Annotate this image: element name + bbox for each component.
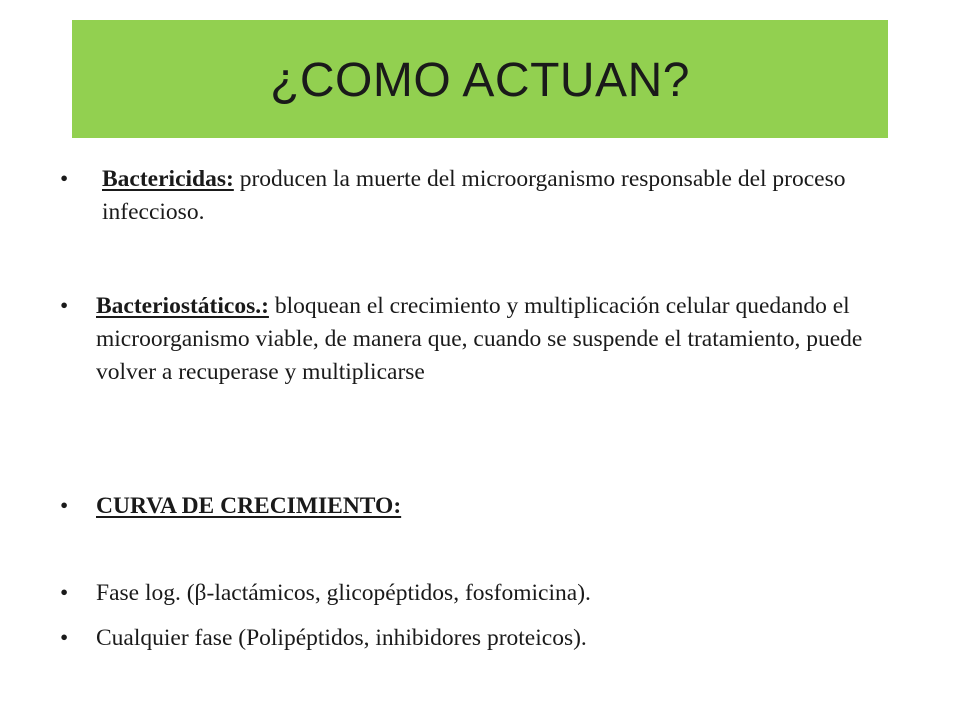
bullet-bacteriostaticos (60, 290, 910, 389)
bullet-text: bloquean el crecimiento y multiplicación celular quedando el microorganismo viable, de manera que, cuando se suspende el tratamiento, puede volver a recuperase y multiplicarse (96, 293, 863, 385)
bullet-content (96, 290, 910, 389)
bullet-term: Bacteriostáticos.: (96, 293, 269, 319)
bullet-term: CURVA DE CRECIMIENTO: (96, 493, 402, 519)
bullet-dot: • (60, 166, 69, 192)
bullet-bactericidas (60, 163, 910, 229)
bullet-content (96, 577, 910, 610)
bullet-content (96, 163, 910, 229)
bullet-content (96, 622, 910, 655)
slide-title: ¿COMO ACTUAN? (270, 53, 690, 107)
bullet-fase-log (60, 577, 910, 610)
bullet-dot: • (60, 293, 69, 319)
bullet-dot: • (60, 493, 69, 519)
bullet-content (96, 490, 910, 523)
bullet-cualquier-fase (60, 622, 910, 655)
bullet-dot: • (60, 580, 69, 606)
bullet-text: producen la muerte del microorganismo responsable del proceso infeccioso. (102, 166, 846, 225)
bullet-text: Fase log. (β-lactámicos, glicopéptidos, fosfomicina). (96, 580, 591, 606)
title-bar (72, 20, 888, 138)
bullet-text: Cualquier fase (Polipéptidos, inhibidores proteicos). (96, 625, 587, 651)
bullet-term: Bactericidas: (102, 166, 234, 192)
bullet-curva-crecimiento (60, 490, 910, 523)
bullet-dot: • (60, 625, 69, 651)
